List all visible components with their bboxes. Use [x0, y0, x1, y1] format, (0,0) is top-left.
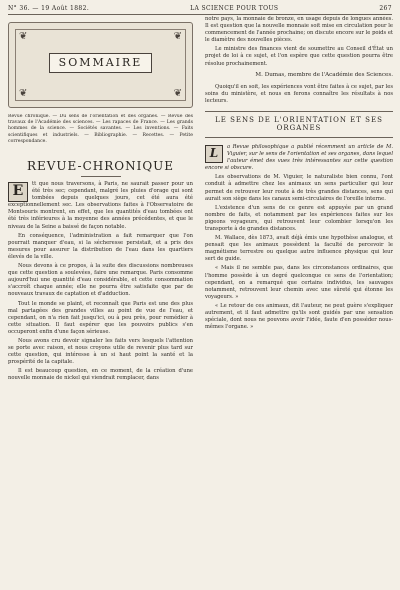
- section-heading: REVUE-CHRONIQUE: [26, 159, 175, 173]
- paragraph: « Mais il ne semble pas, dans les circonstances ordinaires, que l'homme possède à un degré quelconque ce sens de l'orientation; cependant, on a remarqué que certains individus, les sauvages notamment, retrouvent leur chemin avec une sûreté qui étonne les voyageurs. »: [205, 265, 393, 300]
- ornament-icon: ❦: [173, 88, 182, 99]
- signature: M. Dumas, membre de l'Académie des Sciences.: [255, 71, 393, 78]
- divider: [81, 176, 121, 177]
- paragraph: En conséquence, l'administration a fait remarquer que l'on pourrait manquer d'eau, si la sécheresse persistait, et a pris des mesures pour assurer la distribution de l'eau dans les quartiers élevés de la ville.: [8, 232, 193, 260]
- paragraph: Nous devons à ce propos, à la suite des discussions nombreuses que cette question a soulevées, faire une remarque. Paris consomme aujourd'hui une quantité d'eau considérable, et cette consommation s'accroît chaque année; elle ne pourra être satisfaite que par de nouveaux travaux de captation et d'adduction.: [8, 263, 193, 298]
- paragraph: tt que nous traversons, à Paris, ne saurait passer pour un été très sec; cependant, malgré les pluies d'orage qui sont tombées depuis quelques jours, cet été aura été exceptionnellement sec. Les observations faites à l'Observatoire de Montsouris montrent, en effet, que les quantités d'eau tombées ont été très inférieures à la moyenne des années précédentes, et que le niveau de la Seine a baissé de façon notable.: [8, 181, 193, 230]
- issue-date: N° 36. — 19 Août 1882.: [8, 4, 90, 12]
- article-body: [8, 181, 193, 383]
- article-body-continued: [205, 16, 393, 68]
- drop-cap: E: [8, 182, 28, 202]
- ornament-icon: ❦: [19, 88, 28, 99]
- paragraph: Tout le monde se plaint, et reconnaît que Paris est une des plus mal partagées des grandes villes au point de vue de l'eau, et cependant, on n'a rien fait jusqu'ici, ou à peu près, pour remédier à cette situation. Il faut espérer que les pouvoirs publics s'en occuperont enfin d'une façon sérieuse.: [8, 300, 193, 335]
- ornament-icon: ❦: [19, 31, 28, 42]
- drop-cap: L: [205, 145, 223, 163]
- section-title-orientation: [205, 111, 393, 138]
- paragraph: a Revue philosophique a publié récemment un article de M. Viguier, sur le sens de l'orientation et ses organes, dans lequel l'auteur émet des vues très intéressantes sur cette question encore si obscure.: [205, 143, 393, 172]
- article-body-after-sig: [205, 84, 393, 105]
- paragraph: Les observations de M. Viguier, le naturaliste bien connu, l'ont conduit à admettre chez les animaux un sens particulier qui leur permet de retrouver leur route à de très grandes distances, sens qui aurait son siège dans les canaux semi-circulaires de l'oreille interne.: [205, 174, 393, 202]
- paragraph: Nous avons cru devoir signaler les faits vers lesquels l'attention se porte avec raison, et nous croyons utile de revenir plus tard sur cette question, qui intéresse à un si haut point la santé et la prospérité de la capitale.: [8, 337, 193, 366]
- orientation-article: [205, 144, 393, 331]
- ornament-icon: ❦: [173, 31, 182, 42]
- right-column: [205, 16, 393, 586]
- page-header: [8, 2, 392, 15]
- page-number: 267: [379, 4, 392, 12]
- paragraph: Quoiqu'il en soit, les expériences vont être faites à ce sujet, par les soins du ministère, et nous en ferons connaître les résultats à nos lecteurs.: [205, 83, 393, 104]
- paragraph: Le ministre des finances vient de soumettre au Conseil d'État un projet de loi à ce sujet, et l'on espère que cette question pourra être résolue prochainement.: [205, 46, 393, 67]
- sommaire-text: Revue chronique. — Du sens de l'orientation et des organes. — Revue des travaux de l'Académie des sciences. — Les rapaces de France. — Les grands hommes de la science. — Sociétés savantes. — Les inventions. — Faits scientifiques et industriels. — Bibliographie. — Recettes. — Petite correspondance.: [8, 114, 193, 144]
- left-column: [8, 16, 193, 586]
- journal-title: LA SCIENCE POUR TOUS: [190, 4, 279, 12]
- paragraph: M. Wallace, dès 1873, avait déjà émis une hypothèse analogue, et pensait que les animaux possèdent la faculté de percevoir le magnétisme terrestre ou quelque autre influence physique qui leur sert de guide.: [205, 235, 393, 263]
- section-title-text: LE SENS DE L'ORIENTATION ET SES ORGANES: [215, 115, 383, 132]
- paragraph: L'existence d'un sens de ce genre est appuyée par un grand nombre de faits, et notamment par les expériences faites sur les pigeons voyageurs, qui retrouvent leur colombier lorsqu'on les transporte à de grandes distances.: [205, 204, 393, 232]
- paragraph: Il est beaucoup question, en ce moment, de la création d'une nouvelle monnaie de nickel qui viendrait remplacer, dans: [8, 368, 193, 382]
- sommaire-frame: [8, 22, 193, 108]
- sommaire-title: SOMMAIRE: [49, 53, 152, 73]
- paragraph: notre pays, la monnaie de bronze, en usage depuis de longues années. Il est question que la nouvelle monnaie soit mise en circulation pour le commencement de l'année prochaine; on discute encore sur le poids et le diamètre des nouvelles pièces.: [205, 16, 393, 44]
- paragraph: « Le retour de ces animaux, dit l'auteur, ne peut guère s'expliquer autrement, et il faut admettre qu'ils sont guidés par une sensation spéciale, dont nous ne pouvons avoir l'idée, faute d'en posséder nous-mêmes l'organe. »: [205, 302, 393, 331]
